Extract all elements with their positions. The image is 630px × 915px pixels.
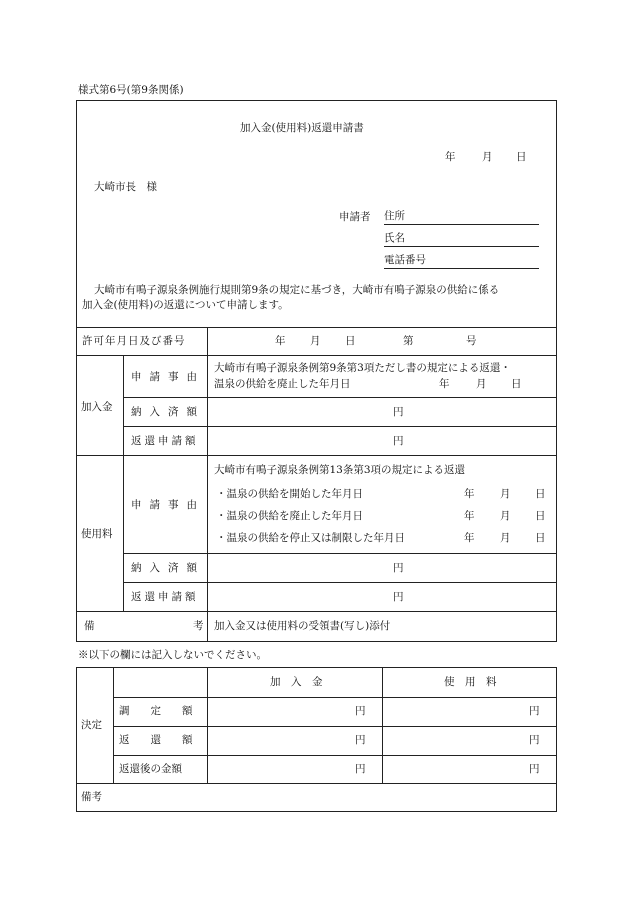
permit-no: 第 <box>403 335 414 347</box>
shiyoryo-reason-label: 申請事由 <box>131 499 205 511</box>
decision-row-yen: 円 <box>529 763 540 775</box>
addressee: 大崎市長 様 <box>94 181 157 193</box>
form-number: 様式第6号(第9条関係) <box>78 84 184 96</box>
applicant-label: 申請者 <box>339 211 371 223</box>
kanyukin-reason-line2: 温泉の供給を廃止した年月日 <box>214 378 351 390</box>
kanyukin-refund-yen: 円 <box>393 435 404 447</box>
remarks-text: 加入金又は使用料の受領書(写し)添付 <box>214 620 391 632</box>
shiyoryo-item2-day: 日 <box>535 510 546 522</box>
permit-month: 月 <box>310 335 321 347</box>
shiyoryo-paid-yen: 円 <box>393 562 404 574</box>
body-text-line2: 加入金(使用料)の返還について申請します。 <box>82 299 289 311</box>
decision-row-yen: 円 <box>529 734 540 746</box>
decision-row-yen: 円 <box>355 734 366 746</box>
decision-row-yen: 円 <box>355 705 366 717</box>
name-label: 氏名 <box>384 232 405 244</box>
shiyoryo-reason-head: 大崎市有鳴子源泉条例第13条第3項の規定による返還 <box>214 464 466 476</box>
kanyukin-reason-line1: 大崎市有鳴子源泉条例第9条第3項ただし書の規定による返還・ <box>214 362 511 374</box>
address-label: 住所 <box>384 210 405 222</box>
permit-go: 号 <box>466 335 477 347</box>
kanyukin-reason-label: 申請事由 <box>131 371 205 383</box>
shiyoryo-paid-label: 納入済額 <box>131 562 205 574</box>
shiyoryo-item3-month: 月 <box>500 532 511 544</box>
permit-day: 日 <box>345 335 356 347</box>
shiyoryo-section-label: 使用料 <box>81 528 113 540</box>
form-title: 加入金(使用料)返還申請書 <box>240 122 364 134</box>
decision-col-shiyoryo: 使 用 料 <box>444 676 497 688</box>
kanyukin-section-label: 加入金 <box>81 401 113 413</box>
decision-row-label: 調 定 額 <box>119 705 193 717</box>
decision-col-kanyukin: 加 入 金 <box>270 676 323 688</box>
shiyoryo-refund-label: 返還申請額 <box>131 591 199 603</box>
kanyukin-refund-label: 返還申請額 <box>131 435 199 447</box>
kanyukin-reason-day: 日 <box>511 378 522 390</box>
decision-section-label: 決定 <box>81 719 102 731</box>
date-month: 月 <box>482 151 493 163</box>
date-day: 日 <box>516 151 527 163</box>
shiyoryo-item-2: ・温泉の供給を廃止した年月日 <box>216 510 363 522</box>
shiyoryo-item1-month: 月 <box>500 488 511 500</box>
remarks-label-b: 考 <box>193 620 204 632</box>
phone-field[interactable] <box>384 254 539 269</box>
notice-text: ※以下の欄には記入しないでください。 <box>78 649 267 661</box>
kanyukin-reason-month: 月 <box>476 378 487 390</box>
decision-remarks-label: 備考 <box>81 791 102 803</box>
kanyukin-paid-yen: 円 <box>393 406 404 418</box>
date-year: 年 <box>445 151 456 163</box>
name-field[interactable] <box>384 232 539 247</box>
address-field[interactable] <box>384 210 539 225</box>
shiyoryo-item-3: ・温泉の供給を停止又は制限した年月日 <box>216 532 405 544</box>
decision-row-yen: 円 <box>355 763 366 775</box>
kanyukin-reason-year: 年 <box>439 378 450 390</box>
kanyukin-paid-label: 納入済額 <box>131 406 205 418</box>
decision-row-yen: 円 <box>529 705 540 717</box>
shiyoryo-item1-day: 日 <box>535 488 546 500</box>
permit-year: 年 <box>275 335 286 347</box>
phone-label: 電話番号 <box>384 254 426 266</box>
shiyoryo-item2-year: 年 <box>464 510 475 522</box>
shiyoryo-item3-year: 年 <box>464 532 475 544</box>
remarks-label-a: 備 <box>84 620 95 632</box>
decision-row-label: 返 還 額 <box>119 734 193 746</box>
shiyoryo-item1-year: 年 <box>464 488 475 500</box>
shiyoryo-item2-month: 月 <box>500 510 511 522</box>
permit-label: 許可年月日及び番号 <box>82 335 186 347</box>
body-text-line1: 大崎市有鳴子源泉条例施行規則第9条の規定に基づき，大崎市有鳴子源泉の供給に係る <box>94 284 500 296</box>
shiyoryo-item-1: ・温泉の供給を開始した年月日 <box>216 488 363 500</box>
decision-row-label: 返還後の金額 <box>119 763 182 775</box>
shiyoryo-item3-day: 日 <box>535 532 546 544</box>
shiyoryo-refund-yen: 円 <box>393 591 404 603</box>
